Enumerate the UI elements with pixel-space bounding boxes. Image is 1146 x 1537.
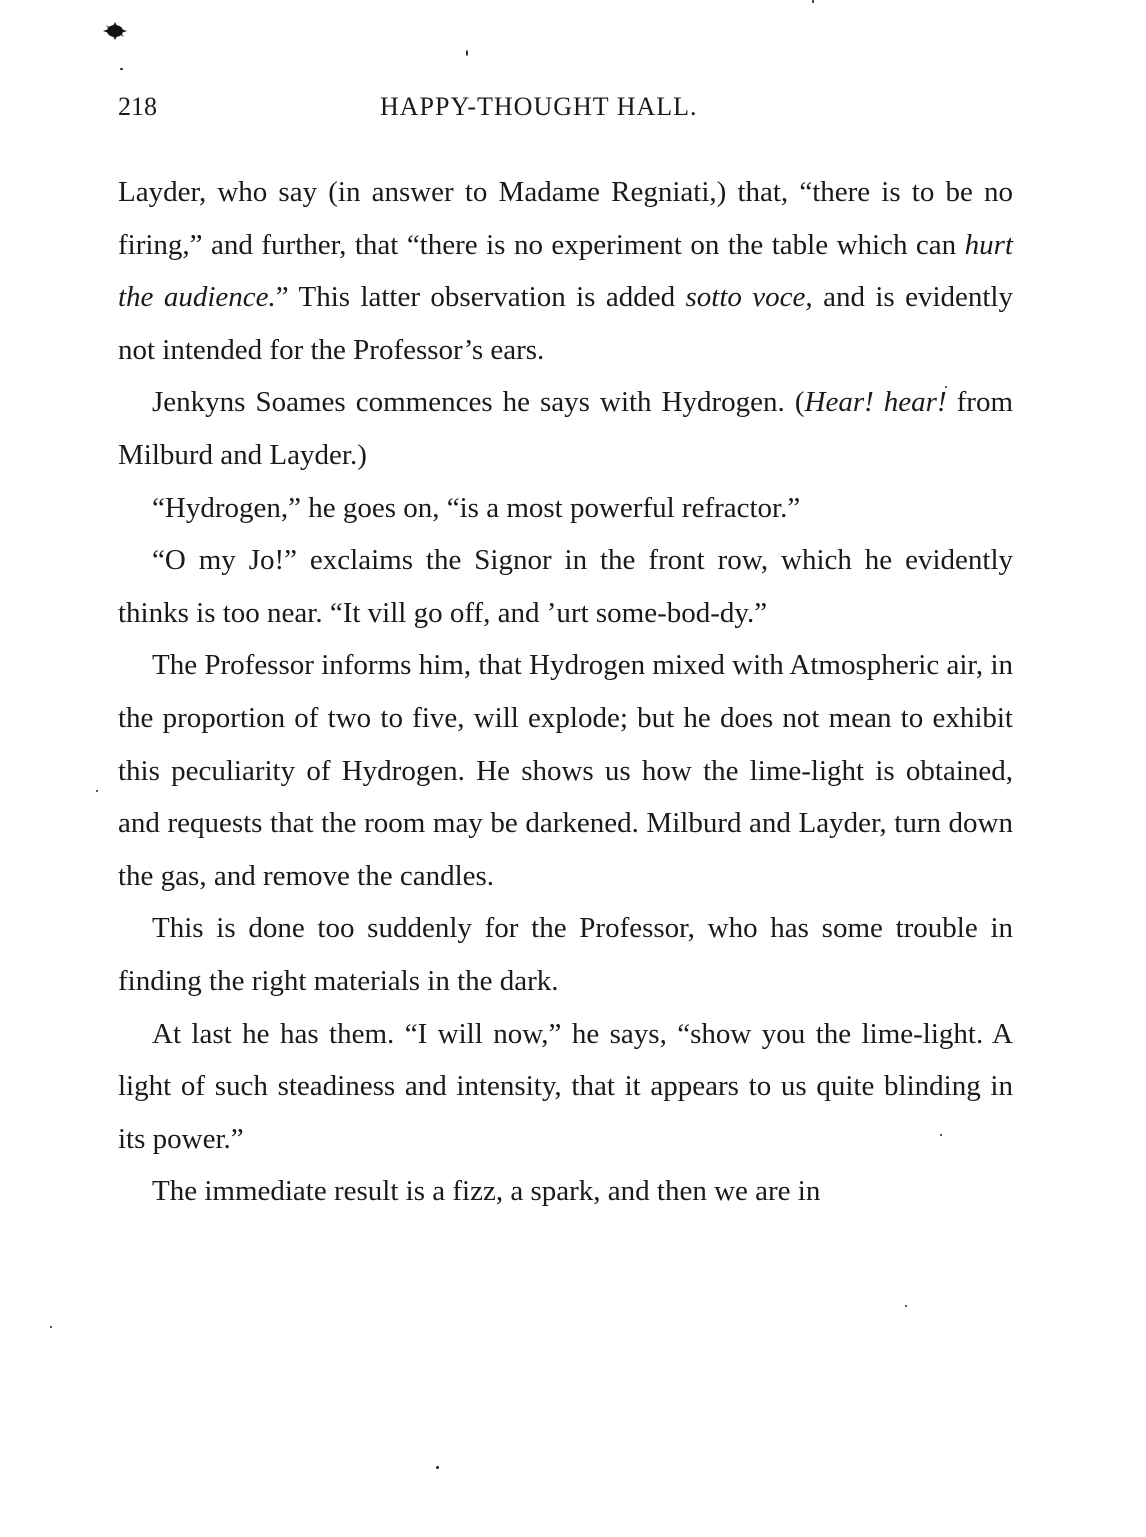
ink-speck xyxy=(905,1305,907,1307)
page-header xyxy=(118,92,1018,126)
italic-text: Hear! hear! xyxy=(804,386,947,419)
text-run: “O my Jo!” exclaims the Signor in the front row, which he evidently thinks is too near. “It vill go off, and ’urt some-bod-dy.” xyxy=(118,544,1013,629)
ink-speck xyxy=(120,68,123,70)
paragraph xyxy=(118,376,1013,481)
ink-speck xyxy=(96,790,98,792)
running-title: HAPPY-THOUGHT HALL. xyxy=(380,92,698,121)
ink-blot-mark xyxy=(100,22,130,40)
italic-text: sotto voce, xyxy=(685,281,813,314)
ink-speck xyxy=(436,1466,439,1469)
text-run: Jenkyns Soames commences he says with Hydrogen. ( xyxy=(152,386,805,419)
ink-speck xyxy=(466,50,468,56)
paragraph xyxy=(118,1008,1013,1166)
paragraph xyxy=(118,534,1013,639)
text-run: The Professor informs him, that Hydrogen mixed with Atmospheric air, in the proportion of two to five, will explode; but he does not mean to exhibit this peculiarity of Hydrogen. He shows us how the lime-light is obtained, and requests that the room may be darkened. Milburd and Layder, turn down the gas, and remove the candles. xyxy=(118,649,1013,892)
text-run: from Milburd and Layder.) xyxy=(118,386,1014,471)
italic-text: hurt the audience. xyxy=(118,228,1013,314)
text-run: At last he has them. “I will now,” he says, “show you the lime-light. A light of such steadiness and intensity, that it appears to us quite blinding in its power.” xyxy=(118,1017,1013,1155)
text-run: This is done too suddenly for the Professor, who has some trouble in finding the right materials in the dark. xyxy=(118,912,1013,997)
paragraph xyxy=(118,166,1013,376)
text-run: and is evidently not intended for the Professor’s ears. xyxy=(118,281,1013,366)
page-number: 218 xyxy=(118,92,157,121)
paragraph xyxy=(118,902,1013,1007)
ink-speck xyxy=(50,1326,52,1328)
paragraph xyxy=(118,1165,1013,1218)
ink-speck xyxy=(812,0,814,3)
text-run: The immediate result is a fizz, a spark, and then we are in xyxy=(152,1175,821,1208)
paragraph xyxy=(118,482,1013,535)
text-run: ” This latter observation is added xyxy=(275,281,686,314)
text-run: “Hydrogen,” he goes on, “is a most powerful refractor.” xyxy=(152,491,801,524)
text-run: Layder, who say (in answer to Madame Regniati,) that, “there is to be no firing,” and further, that “there is no experiment on the table which can xyxy=(118,176,1013,261)
paragraph xyxy=(118,639,1013,902)
body-text xyxy=(118,166,1013,1218)
